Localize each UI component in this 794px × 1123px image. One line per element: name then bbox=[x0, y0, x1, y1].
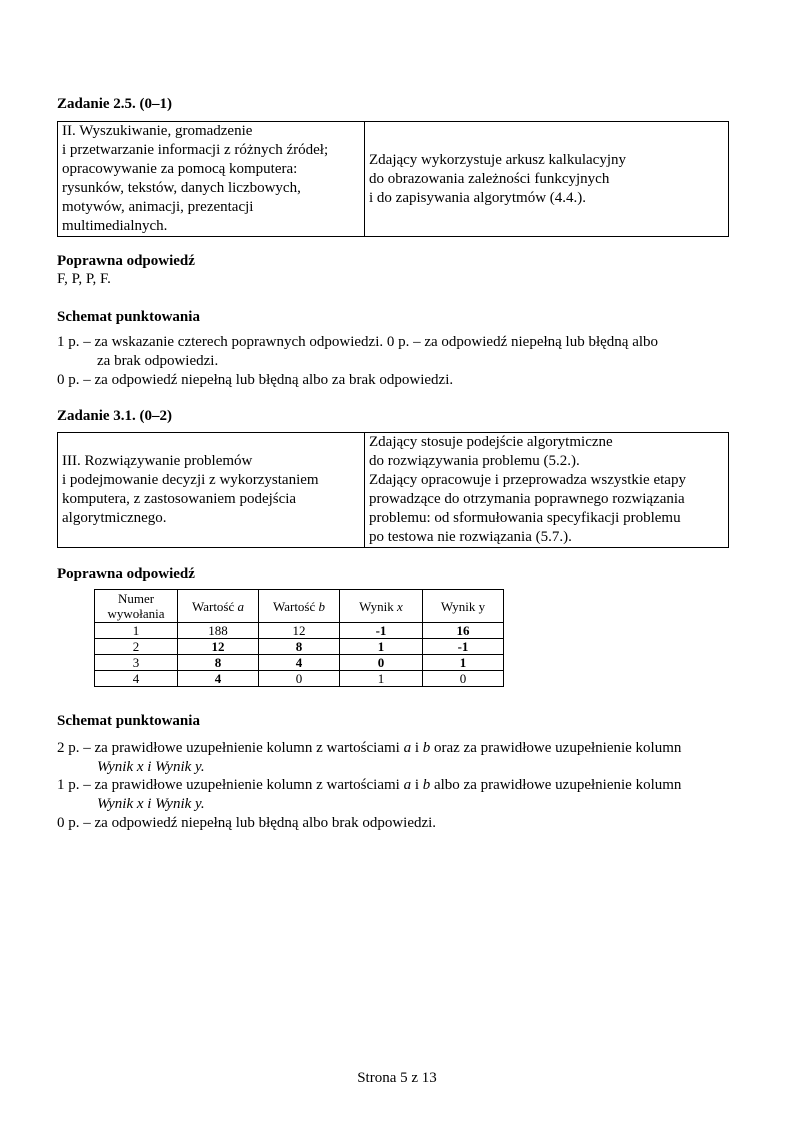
table-cell: 12 bbox=[259, 623, 340, 639]
requirement-line: do obrazowania zależności funkcyjnych bbox=[369, 170, 610, 187]
table-cell: 188 bbox=[178, 623, 259, 639]
requirement-line: Zdający wykorzystuje arkusz kalkulacyjny bbox=[369, 151, 626, 168]
page-number: Strona 5 z 13 bbox=[357, 1070, 437, 1086]
task-3-1-answer-heading: Poprawna odpowiedź bbox=[57, 566, 195, 582]
table-cell: 4 bbox=[259, 655, 340, 671]
table-cell: 4 bbox=[95, 671, 178, 687]
requirement-line: prowadzące do otrzymania poprawnego rozwiązania bbox=[369, 491, 685, 507]
requirement-line: po testowa nie rozwiązania (5.7.). bbox=[369, 529, 572, 545]
table-row bbox=[95, 655, 504, 671]
requirement-line: i podejmowanie decyzji z wykorzystaniem bbox=[62, 472, 319, 488]
table-cell: 0 bbox=[423, 671, 504, 687]
table-cell: -1 bbox=[340, 623, 423, 639]
requirement-line: algorytmicznego. bbox=[62, 510, 167, 526]
table-cell: 8 bbox=[178, 655, 259, 671]
task-2-5-detailed-requirement bbox=[365, 122, 729, 237]
results-table bbox=[94, 589, 504, 687]
task-2-5-score-1: 1 p. – za wskazanie czterech poprawnych odpowiedzi. 0 p. – za odpowiedź niepełną lub błędną albo bbox=[57, 334, 659, 350]
results-header-row bbox=[95, 590, 504, 623]
table-cell: 2 bbox=[95, 639, 178, 655]
task-2-5-answer: F, P, P, F. bbox=[57, 271, 111, 287]
col-header-result-x: Wynik x bbox=[340, 590, 423, 623]
table-cell: 0 bbox=[340, 655, 423, 671]
table-cell: 1 bbox=[340, 639, 423, 655]
col-header-result-y: Wynik y bbox=[423, 590, 504, 623]
requirement-line: multimedialnych. bbox=[62, 218, 168, 234]
task-2-5-general-requirement bbox=[58, 122, 365, 237]
col-header-value-b: Wartość b bbox=[259, 590, 340, 623]
table-cell: 1 bbox=[423, 655, 504, 671]
requirement-line: i przetwarzanie informacji z różnych źródeł; bbox=[62, 142, 329, 158]
col-header-call-number: Numer wywołania bbox=[95, 590, 178, 623]
col-header-value-a: Wartość a bbox=[178, 590, 259, 623]
table-row bbox=[95, 623, 504, 639]
task-3-1-score-2-cont: Wynik x i Wynik y. bbox=[97, 759, 205, 775]
table-cell: 1 bbox=[340, 671, 423, 687]
task-3-1-score-1: 1 p. – za prawidłowe uzupełnienie kolumn z wartościami a i b albo za prawidłowe uzupełnienie kolumn bbox=[57, 777, 682, 793]
task-2-5-answer-heading: Poprawna odpowiedź bbox=[57, 253, 195, 269]
table-cell: 8 bbox=[259, 639, 340, 655]
table-row bbox=[95, 639, 504, 655]
task-3-1-detailed-requirement bbox=[365, 433, 729, 548]
requirement-line: i do zapisywania algorytmów (4.4.). bbox=[369, 189, 587, 206]
task-2-5-heading: Zadanie 2.5. (0–1) bbox=[57, 96, 173, 112]
requirement-line: opracowywanie za pomocą komputera: bbox=[62, 161, 298, 177]
table-cell: 4 bbox=[178, 671, 259, 687]
task-3-1-requirements-table bbox=[57, 432, 729, 548]
table-cell: 12 bbox=[178, 639, 259, 655]
table-cell: 1 bbox=[95, 623, 178, 639]
table-row bbox=[95, 671, 504, 687]
task-2-5-requirements-table bbox=[57, 121, 729, 237]
task-3-1-heading: Zadanie 3.1. (0–2) bbox=[57, 408, 173, 424]
requirement-line: rysunków, tekstów, danych liczbowych, bbox=[62, 180, 301, 196]
task-3-1-scoring-heading: Schemat punktowania bbox=[57, 713, 200, 729]
task-3-1-general-requirement bbox=[58, 433, 365, 548]
task-2-5-score-1-cont: za brak odpowiedzi. bbox=[97, 353, 219, 369]
requirement-line: Zdający stosuje podejście algorytmiczne bbox=[369, 434, 613, 450]
table-cell: 16 bbox=[423, 623, 504, 639]
table-cell: 0 bbox=[259, 671, 340, 687]
requirement-line: komputera, z zastosowaniem podejścia bbox=[62, 491, 297, 507]
requirement-line: do rozwiązywania problemu (5.2.). bbox=[369, 453, 580, 469]
requirement-line: II. Wyszukiwanie, gromadzenie bbox=[62, 123, 253, 139]
task-3-1-score-2: 2 p. – za prawidłowe uzupełnienie kolumn z wartościami a i b oraz za prawidłowe uzupełnienie kolumn bbox=[57, 740, 682, 756]
requirement-line: motywów, animacji, prezentacji bbox=[62, 199, 254, 215]
task-3-1-score-0: 0 p. – za odpowiedź niepełną lub błędną albo brak odpowiedzi. bbox=[57, 815, 437, 831]
task-2-5-scoring-heading: Schemat punktowania bbox=[57, 309, 200, 325]
table-cell: 3 bbox=[95, 655, 178, 671]
requirement-line: III. Rozwiązywanie problemów bbox=[62, 453, 253, 469]
requirement-line: Zdający opracowuje i przeprowadza wszystkie etapy bbox=[369, 472, 686, 488]
requirement-line: problemu: od sformułowania specyfikacji problemu bbox=[369, 510, 681, 526]
table-cell: -1 bbox=[423, 639, 504, 655]
task-2-5-score-0: 0 p. – za odpowiedź niepełną lub błędną albo za brak odpowiedzi. bbox=[57, 372, 454, 388]
task-3-1-score-1-cont: Wynik x i Wynik y. bbox=[97, 796, 205, 812]
